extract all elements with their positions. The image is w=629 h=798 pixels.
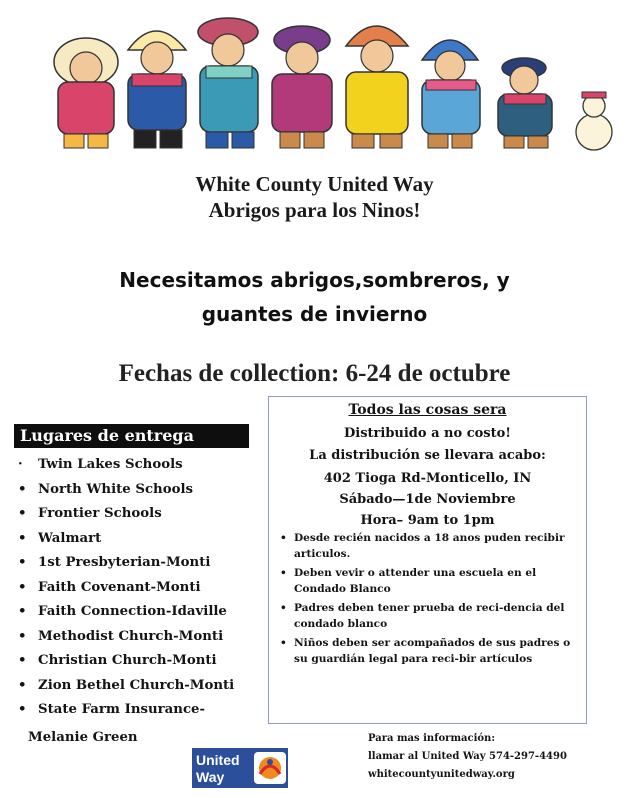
list-item: • Padres deben tener prueba de reci-dencia del condado blanco: [274, 600, 584, 632]
locations-heading: Lugares de entrega: [14, 424, 249, 448]
child-figure: [422, 40, 480, 148]
collection-dates: Fechas de collection: 6-24 de octubre: [118, 360, 511, 387]
logo-word-1: United: [196, 752, 240, 768]
event-title: White County United Way: [195, 172, 434, 196]
list-item: • Frontier Schools: [18, 506, 162, 521]
united-way-logo: [192, 748, 288, 788]
list-item: • 1st Presbyterian-Monti: [18, 555, 211, 570]
child-figure: [198, 18, 258, 148]
needs-line-2: guantes de invierno: [201, 302, 428, 326]
distribution-hours: Hora– 9am to 1pm: [360, 513, 495, 528]
children-winter-illustration: [46, 10, 626, 160]
child-figure: [498, 58, 552, 148]
contact-website: whitecountyunitedway.org: [368, 769, 515, 780]
list-item-continuation: Melanie Green: [28, 730, 138, 745]
list-item: • Walmart: [18, 530, 102, 546]
list-item: • Faith Covenant-Monti: [18, 579, 201, 595]
child-figure: [128, 31, 186, 148]
distribution-address: 402 Tioga Rd-Monticello, IN: [323, 471, 532, 486]
distribution-heading: Todos las cosas sera: [348, 402, 507, 418]
distribution-intro: La distribución se llevara acabo:: [309, 448, 546, 463]
list-item: • Christian Church-Monti: [18, 653, 217, 668]
list-item: • Niños deben ser acompañados de sus padres o su guardián legal para reci-bir artículos: [274, 635, 584, 667]
child-figure: [346, 26, 408, 148]
child-figure: [272, 26, 332, 148]
contact-phone: llamar al United Way 574-297-4490: [368, 751, 567, 762]
contact-heading: Para mas información:: [368, 733, 496, 744]
list-item: • Deben vevir o attender una escuela en el Condado Blanco: [274, 565, 584, 597]
list-item: • North White Schools: [18, 481, 193, 497]
locations-list: [18, 455, 268, 725]
list-item: · Twin Lakes Schools: [18, 457, 183, 472]
list-item: • Faith Connection-Idaville: [18, 604, 227, 619]
list-item: • Zion Bethel Church-Monti: [18, 677, 235, 693]
list-item: • State Farm Insurance-: [18, 702, 206, 717]
logo-word-2: Way: [196, 769, 225, 785]
needs-line-1: Necesitamos abrigos,sombreros, y: [119, 268, 510, 292]
list-item: • Methodist Church-Monti: [18, 628, 224, 644]
list-item: • Desde recién nacidos a 18 anos puden recibir articulos.: [274, 530, 584, 562]
distribution-date: Sábado—1de Noviembre: [339, 492, 516, 507]
child-figure: [54, 38, 118, 148]
distribution-cost: Distribuido a no costo!: [344, 426, 511, 441]
distribution-notes: [274, 530, 584, 670]
event-subtitle: Abrigos para los Ninos!: [208, 198, 421, 222]
snowman: [576, 92, 612, 150]
